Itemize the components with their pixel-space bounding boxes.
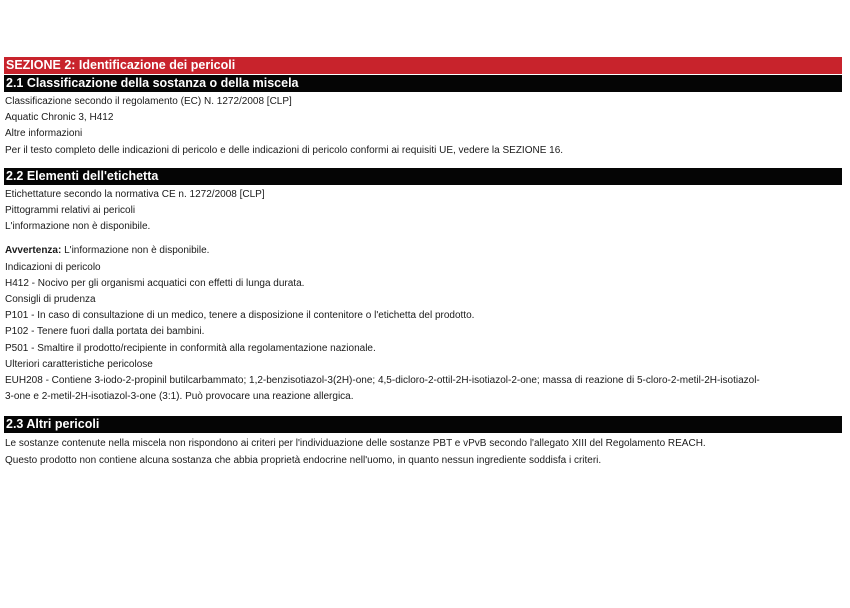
sds-section-2 <box>4 57 842 469</box>
subsection-2-3-body <box>4 436 842 468</box>
subsection-2-3-header: 2.3 Altri pericoli <box>4 416 842 433</box>
signal-word-label: Avvertenza: <box>5 245 62 257</box>
hazard-statement-h412: H412 - Nocivo per gli organismi acquatici con effetti di lunga durata. <box>5 277 305 289</box>
subsection-2-2-header: 2.2 Elementi dell'etichetta <box>4 168 842 185</box>
signal-word-line <box>4 243 842 259</box>
endocrine-statement: Questo prodotto non contiene alcuna sostanza che abbia proprietà endocrine nell'uomo, in quanto nessun ingrediente soddisfa i criteri. <box>5 454 602 466</box>
classification-regulation-line: Classificazione secondo il regolamento (EC) N. 1272/2008 [CLP] <box>5 96 292 107</box>
precautionary-statement-p101: P101 - In caso di consultazione di un medico, tenere a disposizione il contenitore o l'etichetta del prodotto. <box>5 310 475 322</box>
subsection-2-1-header: 2.1 Classificazione della sostanza o della miscela <box>4 75 842 92</box>
subsection-2-1-body <box>4 94 842 159</box>
additional-hazards-heading: Ulteriori caratteristiche pericolose <box>5 358 153 370</box>
pbt-vpvb-statement: Le sostanze contenute nella miscela non rispondono ai criteri per l'individuazione delle sostanze PBT e vPvB secondo l'allegato XIII del Regolamento REACH. <box>5 438 706 450</box>
section-2-header: SEZIONE 2: Identificazione dei pericoli <box>4 57 842 74</box>
precautionary-statement-p102: P102 - Tenere fuori dalla portata dei bambini. <box>5 326 205 338</box>
other-info-text: Per il testo completo delle indicazioni di pericolo e delle indicazioni di pericolo conformi ai requisiti UE, vedere la SEZIONE 16. <box>5 144 564 156</box>
subsection-2-2-body <box>4 187 842 406</box>
pictograms-value: L'informazione non è disponibile. <box>5 221 151 233</box>
labelling-regulation-line: Etichettature secondo la normativa CE n. 1272/2008 [CLP] <box>5 188 265 200</box>
pictograms-heading: Pittogrammi relativi ai pericoli <box>5 205 136 217</box>
euh208-statement-line-1: EUH208 - Contiene 3-iodo-2-propinil butilcarbammato; 1,2-benzisotiazol-3(2H)-one; 4,5-dicloro-2-ottil-2H-isotiazol-2-one; massa di reazione di 5-cloro-2-metil-2H-isotiazol- <box>5 375 760 387</box>
hazard-statements-heading: Indicazioni di pericolo <box>5 261 101 273</box>
classification-value-line: Aquatic Chronic 3, H412 <box>5 112 114 124</box>
signal-word-value: L'informazione non è disponibile. <box>61 245 210 257</box>
precautionary-statement-p501: P501 - Smaltire il prodotto/recipiente in conformità alla regolamentazione nazionale. <box>5 342 376 354</box>
precautionary-statements-heading: Consigli di prudenza <box>5 294 96 306</box>
euh208-statement-line-2: 3-one e 2-metil-2H-isotiazol-3-one (3:1). Può provocare una reazione allergica. <box>5 391 354 403</box>
other-info-heading: Altre informazioni <box>5 128 83 140</box>
